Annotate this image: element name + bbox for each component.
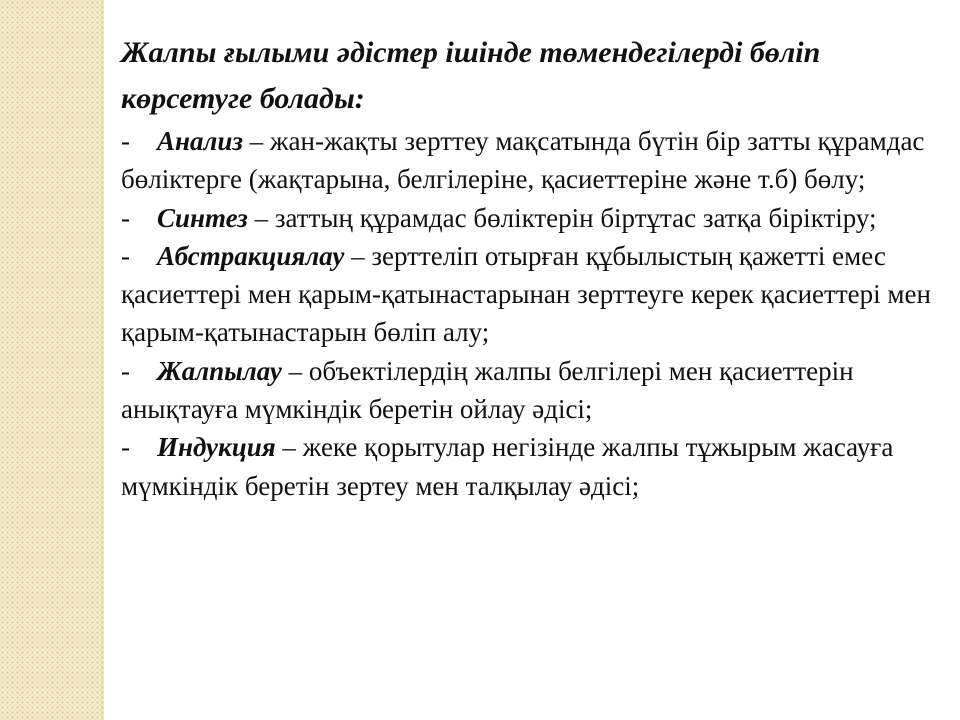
list-item-synthesis: [121, 199, 931, 237]
term-abstraction: Абстракциялау: [157, 240, 345, 271]
definition-synthesis: – заттың құрамдас бөліктерін біртұтас затқа біріктіру;: [247, 202, 877, 233]
list-dash: -: [121, 432, 130, 463]
list-dash: -: [121, 355, 130, 386]
list-item-analysis: [121, 122, 931, 199]
definition-induction: – жеке қорытулар негізінде жалпы тұжырым жасауға мүмкіндік беретін зертеу мен талқылау әдісі;: [121, 432, 894, 501]
definition-abstraction: – зерттеліп отырған құбылыстың қажетті емес қасиеттері мен қарым-қатынастарынан зерттеуге керек қасиеттері мен қарым-қатынастарын бөліп алу;: [121, 240, 931, 348]
decorative-side-band: [0, 0, 104, 720]
list-item-generalization: [121, 352, 931, 429]
term-analysis: Анализ: [157, 126, 243, 156]
list-dash: -: [121, 126, 130, 156]
term-synthesis: Синтез: [157, 202, 248, 233]
list-dash: -: [121, 240, 130, 271]
slide-heading: Жалпы ғылыми әдістер ішінде төмендегілерді бөліп көрсетуге болады:: [121, 36, 821, 115]
list-dash: -: [121, 202, 130, 233]
term-generalization: Жалпылау: [157, 355, 282, 386]
definition-generalization: – объектілердің жалпы белгілері мен қасиеттерін анықтауға мүмкіндік беретін ойлау әдісі;: [121, 355, 854, 425]
slide-content: [121, 30, 931, 505]
list-item-induction: [121, 428, 931, 505]
definition-analysis: – жан-жақты зерттеу мақсатында бүтін бір затты құрамдас бөліктерге (жақтарына, белгілеріне, қасиеттеріне және т.б) бөлу;: [121, 126, 925, 195]
list-item-abstraction: [121, 237, 931, 352]
term-induction: Индукция: [157, 432, 276, 463]
